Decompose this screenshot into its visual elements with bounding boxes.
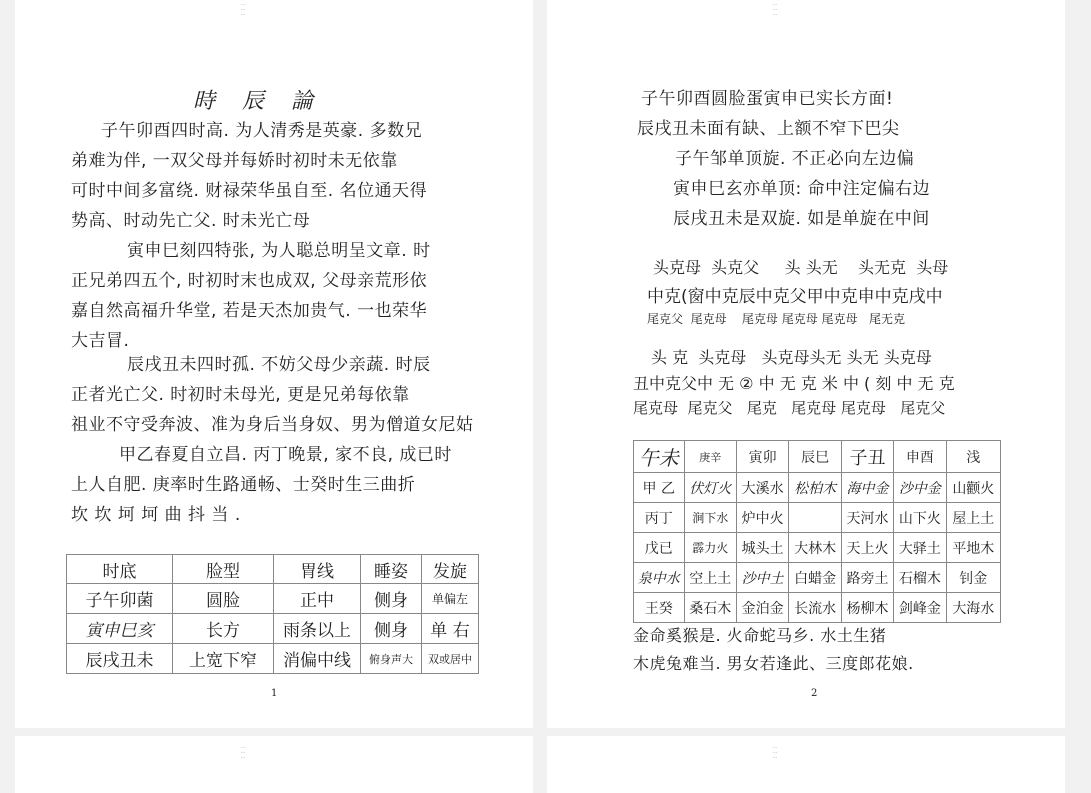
text-line: 甲乙春夏自立昌. 丙丁晚景, 家不良, 成已时: [119, 445, 452, 465]
table-cell: 大溪水: [736, 473, 788, 503]
table-cell: 石榴木: [894, 563, 946, 593]
relation-bot: 尾克父 尾克母 尾克母 尾克母 尾克母 尾无克: [647, 312, 905, 326]
page-number: 1: [271, 688, 278, 699]
text-line: 子午卯酉圆脸蛋寅申已实长方面!: [641, 89, 894, 109]
page-3: [15, 736, 533, 793]
text-line: 辰戌丑未是双旋. 如是单旋在中间: [673, 209, 930, 229]
table-cell: 大驿土: [894, 533, 946, 563]
text-line: 子午邹单顶旋. 不正必向左边偏: [675, 149, 915, 169]
table-cell: 辰戌丑未: [67, 644, 173, 674]
table-cell: 王癸: [634, 593, 685, 623]
text-line: 子午卯酉四时高. 为人清秀是英豪. 多数兄: [101, 121, 423, 141]
table-cell: 城头土: [736, 533, 788, 563]
table-cell: 沙中金: [894, 473, 946, 503]
table-cell: 泉中水: [634, 563, 685, 593]
table-cell: 单偏左: [422, 584, 479, 614]
page-4: [547, 736, 1065, 793]
table-cell: 天河水: [841, 503, 893, 533]
table-cell: 申酉: [894, 441, 946, 473]
text-line: 木虎兔难当. 男女若逢此、三度郎花娘.: [633, 654, 914, 673]
table-cell: 平地木: [946, 533, 1000, 563]
table-cell: 天上火: [841, 533, 893, 563]
table-cell: 寅卯: [736, 441, 788, 473]
table-cell: 霹力火: [684, 533, 736, 563]
table-cell: 伏灯火: [684, 473, 736, 503]
table-cell: 白蜡金: [789, 563, 841, 593]
table-cell: 大林木: [789, 533, 841, 563]
table-header: 睡姿: [361, 555, 422, 584]
text-line: 可时中间多富绕. 财禄荣华虽自至. 名位通天得: [71, 181, 428, 201]
table-cell: 辰巳: [789, 441, 841, 473]
text-line: 金命奚猴是. 火命蛇马乡. 水土生猪: [633, 626, 887, 645]
page-2: [547, 0, 1065, 728]
relation-top: 头 克 头克母 头克母头无 头无 头克母: [651, 348, 932, 367]
table-cell: 上宽下窄: [173, 644, 274, 674]
table-cell: 侧身: [361, 584, 422, 614]
nayin-table: [633, 440, 1001, 623]
relation-mid: 中克(窗中克辰中克父甲中克申中克戌中: [647, 287, 943, 307]
table-cell: 庚辛: [684, 441, 736, 473]
text-line: 上人自肥. 庚率时生路通畅、士癸时生三曲折: [71, 475, 416, 495]
table-cell: 消偏中线: [274, 644, 361, 674]
paragraph: [71, 116, 431, 356]
table-cell: 丙丁: [634, 503, 685, 533]
paragraph: [71, 350, 474, 530]
table-cell: 雨条以上: [274, 614, 361, 644]
table-cell: 午未: [634, 441, 685, 473]
table-cell: 单 右: [422, 614, 479, 644]
text-line: 正者光亡父. 时初时未母光, 更是兄弟每依靠: [71, 385, 410, 405]
table-cell: 桑石木: [684, 593, 736, 623]
text-line: 大吉冒.: [71, 331, 130, 351]
table-cell: 子丑: [841, 441, 893, 473]
text-line: 祖业不守受奔波、准为身后当身奴、男为僧道女尼姑: [71, 415, 474, 435]
table-cell: 浅: [946, 441, 1000, 473]
relation-bot: 尾克母 尾克父 尾克 尾克母 尾克母 尾克父: [633, 399, 946, 417]
time-face-table: [66, 554, 479, 674]
table-cell: 金泊金: [736, 593, 788, 623]
page-header: … … …: [773, 744, 777, 759]
table-cell: 圆脸: [173, 584, 274, 614]
table-cell: 戊已: [634, 533, 685, 563]
text-line: 辰戌丑未四时孤. 不妨父母少亲蔬. 时辰: [127, 355, 431, 375]
page-header: … … …: [241, 1, 245, 16]
table-cell: 山下火: [894, 503, 946, 533]
table-cell: 侧身: [361, 614, 422, 644]
table-cell: 大海水: [946, 593, 1000, 623]
table-cell: 剑峰金: [894, 593, 946, 623]
text-line: 嘉自然高福升华堂, 若是天杰加贵气. 一也荣华: [71, 301, 428, 321]
table-cell: 松柏木: [789, 473, 841, 503]
table-cell: 空上土: [684, 563, 736, 593]
relation-top: 头克母 头克父 头 头无 头无克 头母: [653, 258, 949, 277]
text-line: 坎 坎 坷 坷 曲 抖 当 .: [71, 505, 241, 525]
relation-mid: 丑中克父中 无 ② 中 无 克 米 中 ( 刻 中 无 克: [633, 374, 955, 393]
table-header: 脸型: [173, 555, 274, 584]
text-line: 正兄弟四五个, 时初时末也成双, 父母亲荒形依: [71, 271, 428, 291]
table-cell: 海中金: [841, 473, 893, 503]
table-cell: 甲 乙: [634, 473, 685, 503]
page-header: … … …: [773, 1, 777, 16]
text-line: 势高、时动先亡父. 时未光亡母: [71, 211, 311, 231]
table-cell: 屋上土: [946, 503, 1000, 533]
table-cell: 炉中火: [736, 503, 788, 533]
table-cell: 路旁土: [841, 563, 893, 593]
table-cell: 山颧火: [946, 473, 1000, 503]
table-cell: 沙中土: [736, 563, 788, 593]
table-cell: 寅申巳亥: [67, 614, 173, 644]
paragraph: [639, 84, 930, 234]
page-number: 2: [811, 688, 818, 699]
paragraph: [633, 622, 914, 678]
table-cell: 俯身声大: [361, 644, 422, 674]
table-cell: 杨柳木: [841, 593, 893, 623]
page-1: [15, 0, 533, 728]
table-header: 时底: [67, 555, 173, 584]
table-cell: 子午卯菌: [67, 584, 173, 614]
page-header: … … …: [241, 744, 245, 759]
text-line: 弟难为伴, 一双父母并每娇时初时未无依靠: [71, 151, 398, 171]
table-header: 发旋: [422, 555, 479, 584]
table-cell: 长流水: [789, 593, 841, 623]
table-cell: 钊金: [946, 563, 1000, 593]
table-cell: 长方: [173, 614, 274, 644]
table-cell: 双或居中: [422, 644, 479, 674]
text-line: 辰戌丑未面有缺、上额不窄下巴尖: [637, 119, 900, 139]
table-cell: 正中: [274, 584, 361, 614]
page-title: 時 辰 論: [193, 89, 323, 114]
text-line: 寅申巳玄亦单顶: 命中注定偏右边: [673, 179, 931, 199]
table-cell: 涧下水: [684, 503, 736, 533]
table-cell: [789, 503, 841, 533]
table-header: 胃线: [274, 555, 361, 584]
text-line: 寅申巳刻四特张, 为人聪总明呈文章. 时: [127, 241, 431, 261]
